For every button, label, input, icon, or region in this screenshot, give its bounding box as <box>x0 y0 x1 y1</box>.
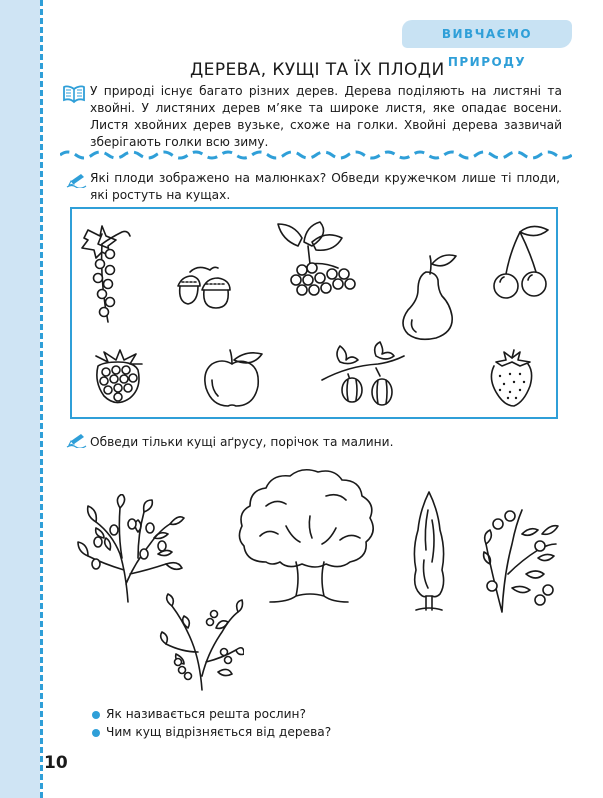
open-book-icon <box>62 84 86 104</box>
bullet-dot-icon <box>92 729 100 737</box>
pencil-icon <box>66 432 88 448</box>
margin-dashed-line <box>40 0 43 798</box>
pencil-icon <box>66 172 88 188</box>
question-text: Чим кущ відрізняється від дерева? <box>106 725 332 739</box>
section-badge-label: ВИВЧАЄМО ПРИРОДУ <box>441 27 533 69</box>
poplar-tree-picture[interactable] <box>402 490 456 614</box>
oak-tree-picture[interactable] <box>236 466 378 604</box>
bullet-dot-icon <box>92 711 100 719</box>
raspberry-bush-picture[interactable] <box>482 504 562 614</box>
gooseberry-bush-picture[interactable] <box>74 494 186 604</box>
cherries-fruit-picture[interactable] <box>490 222 554 302</box>
page-number: 10 <box>44 753 68 773</box>
gooseberry-fruit-picture[interactable] <box>318 340 408 414</box>
task-bushes-instruction: Обведи тільки кущі аґрусу, порічок та малини. <box>90 435 394 449</box>
page-margin-strip <box>0 0 40 798</box>
wavy-divider <box>60 147 572 163</box>
task-fruits-instruction: Які плоди зображено на малюнках? Обведи кружечком лише ті плоди, які ростуть на кущах. <box>90 171 560 202</box>
question-text: Як називається решта рослин? <box>106 707 306 721</box>
currant-fruit-picture[interactable] <box>78 222 134 328</box>
rowan-berries-picture[interactable] <box>268 220 364 300</box>
raspberry-fruit-picture[interactable] <box>90 348 146 408</box>
apple-fruit-picture[interactable] <box>198 346 270 412</box>
page-title: ДЕРЕВА, КУЩІ ТА ЇХ ПЛОДИ <box>190 60 445 80</box>
intro-paragraph: У природі існує багато різних дерев. Дерева поділяють на листяні та хвойні. У листяних дерев м’яке та широке листя, яке опадає восени. Листя хвойних дерев вузьке, схоже на голки. Хвойні дерева зазвичай зберігають голки всю зиму. <box>90 84 562 149</box>
currant-bush-picture[interactable] <box>158 592 244 692</box>
strawberry-fruit-picture[interactable] <box>484 348 540 410</box>
pear-fruit-picture[interactable] <box>396 250 460 342</box>
section-badge <box>402 20 572 69</box>
acorn-fruit-picture[interactable] <box>170 262 242 312</box>
